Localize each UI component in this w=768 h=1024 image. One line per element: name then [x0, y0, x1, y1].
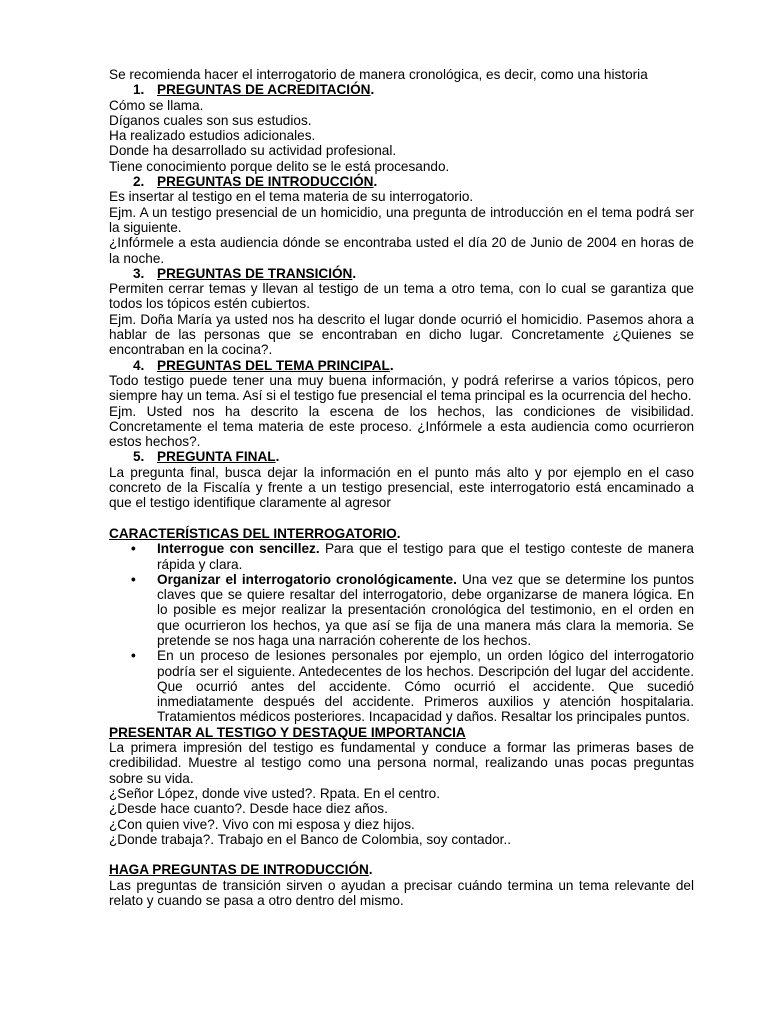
- list-item-lead: Interrogue con sencillez.: [157, 541, 320, 557]
- question-line: Donde ha desarrollado su actividad profesional.: [109, 143, 397, 159]
- section-heading-transicion: 3. PREGUNTAS DE TRANSICIÓN.: [133, 265, 357, 281]
- section-title: PREGUNTA FINAL: [157, 449, 276, 465]
- spacer: [109, 511, 694, 526]
- list-item-text: Una vez que se determine los puntos claves que se quiere resaltar del interrogatorio, debe organizarse de manera lógica. En lo posible es mejor realizar la presentación cronológica del testimonio, en el orden en que ocurrieron los hechos, ya que así se fija de una manera más clara la memoria. Se pretende se nos haga una narración coherente de los hechos.: [157, 571, 694, 648]
- characteristics-list: [109, 541, 694, 725]
- bullet-icon: •: [131, 571, 136, 587]
- intro-paragraph: Se recomienda hacer el interrogatorio de manera cronológica, es decir, como una historia: [109, 67, 648, 82]
- section-heading-acreditacion: 1. PREGUNTAS DE ACREDITACIÓN.: [133, 82, 375, 98]
- section-number: 3.: [133, 265, 145, 281]
- body-paragraph: Las preguntas de transición sirven o ayudan a precisar cuándo termina un tema relevante del relato y cuando se pasa a otro dentro del mismo.: [109, 877, 694, 909]
- question-line: Díganos cuales son sus estudios.: [109, 112, 312, 128]
- question-line: Cómo se llama.: [109, 97, 204, 113]
- section-number: 2.: [133, 174, 145, 190]
- list-item: [109, 572, 694, 648]
- section-heading-tema-principal: 4. PREGUNTAS DEL TEMA PRINCIPAL.: [133, 357, 394, 373]
- heading-haga-preguntas: HAGA PREGUNTAS DE INTRODUCCIÓN.: [109, 862, 373, 878]
- section-number: 5.: [133, 449, 145, 465]
- heading-text: CARACTERÍSTICAS DEL INTERROGATORIO: [109, 525, 397, 541]
- question-line: Ha realizado estudios adicionales.: [109, 128, 316, 144]
- section-title: PREGUNTAS DEL TEMA PRINCIPAL: [157, 357, 390, 373]
- section-heading-pregunta-final: 5. PREGUNTA FINAL.: [133, 449, 280, 465]
- list-item: [109, 541, 694, 572]
- dialogue-line: ¿Desde hace cuanto?. Desde hace diez años.: [109, 801, 388, 817]
- body-paragraph: Ejm. Usted nos ha descrito la escena de los hechos, las condiciones de visibilidad. Concretamente el tema materia de este proceso. ¿Infórmele a esta audiencia como ocurrieron estos hechos?.: [109, 403, 694, 450]
- heading-text: HAGA PREGUNTAS DE INTRODUCCIÓN: [109, 862, 369, 878]
- heading-text: PRESENTAR AL TESTIGO Y DESTAQUE IMPORTANCIA: [109, 724, 466, 740]
- section-title: PREGUNTAS DE ACREDITACIÓN: [157, 82, 371, 98]
- dialogue-line: ¿Donde trabaja?. Trabajo en el Banco de Colombia, soy contador..: [109, 831, 512, 847]
- dialogue-line: ¿Señor López, donde vive usted?. Rpata. En el centro.: [109, 785, 440, 801]
- body-paragraph: La pregunta final, busca dejar la información en el punto más alto y por ejemplo en el caso concreto de la Fiscalía y frente a un testigo presencial, este interrogatorio está encaminado a que el testigo identifique claramente al agresor: [109, 464, 694, 511]
- heading-caracteristicas: CARACTERÍSTICAS DEL INTERROGATORIO.: [109, 525, 401, 541]
- body-paragraph: La primera impresión del testigo es fundamental y conduce a formar las primeras bases de credibilidad. Muestre al testigo como una persona normal, realizando unas pocas preguntas sobre su vida.: [109, 740, 694, 786]
- body-paragraph: Todo testigo puede tener una muy buena información, y podrá referirse a varios tópicos, pero siempre hay un tema. Así si el testigo fue presencial el tema principal es la ocurrencia del hecho.: [109, 372, 694, 404]
- dialogue-line: ¿Con quien vive?. Vivo con mi esposa y diez hijos.: [109, 816, 415, 832]
- list-item: [109, 648, 694, 724]
- body-paragraph: Ejm. A un testigo presencial de un homicidio, una pregunta de introducción en el tema podrá ser la siguiente.: [109, 204, 694, 235]
- body-paragraph: Es insertar al testigo en el tema materia de su interrogatorio.: [109, 189, 474, 205]
- section-title: PREGUNTAS DE TRANSICIÓN: [157, 265, 353, 281]
- section-title: PREGUNTAS DE INTRODUCCIÓN: [157, 174, 374, 190]
- bullet-icon: •: [131, 541, 136, 557]
- heading-presentar: [109, 725, 694, 740]
- list-item-text: En un proceso de lesiones personales por ejemplo, un orden lógico del interrogatorio podría ser el siguiente. Antedecentes de los hechos. Descripción del lugar del accidente. Que ocurrió antes del accidente. Cómo ocurrió el accidente. Que sucedió inmediatamente después del accidente. Primeros auxilios y atención hospitalaria. Tratamientos médicos posteriores. Incapacidad y daños. Resaltar los principales puntos.: [157, 648, 694, 725]
- spacer: [109, 847, 694, 862]
- body-paragraph: Ejm. Doña María ya usted nos ha descrito el lugar donde ocurrió el homicidio. Pasemos ahora a hablar de las personas que se encontraban en dicho lugar. Concretamente ¿Quienes se encontraban en la cocina?.: [109, 311, 694, 358]
- list-item-text: Para que el testigo para que el testigo conteste de manera rápida y clara.: [157, 541, 694, 572]
- question-line: Tiene conocimiento porque delito se le está procesando.: [109, 158, 450, 174]
- section-number: 4.: [133, 357, 145, 373]
- bullet-icon: •: [131, 648, 136, 664]
- section-number: 1.: [133, 82, 145, 98]
- list-item-lead: Organizar el interrogatorio cronológicamente.: [157, 571, 457, 587]
- body-paragraph: Permiten cerrar temas y llevan al testigo de un tema a otro tema, con lo cual se garantiza que todos los tópicos estén cubiertos.: [109, 281, 694, 312]
- section-heading-introduccion: 2. PREGUNTAS DE INTRODUCCIÓN.: [133, 174, 378, 190]
- body-paragraph: ¿Infórmele a esta audiencia dónde se encontraba usted el día 20 de Junio de 2004 en horas de la noche.: [109, 235, 694, 266]
